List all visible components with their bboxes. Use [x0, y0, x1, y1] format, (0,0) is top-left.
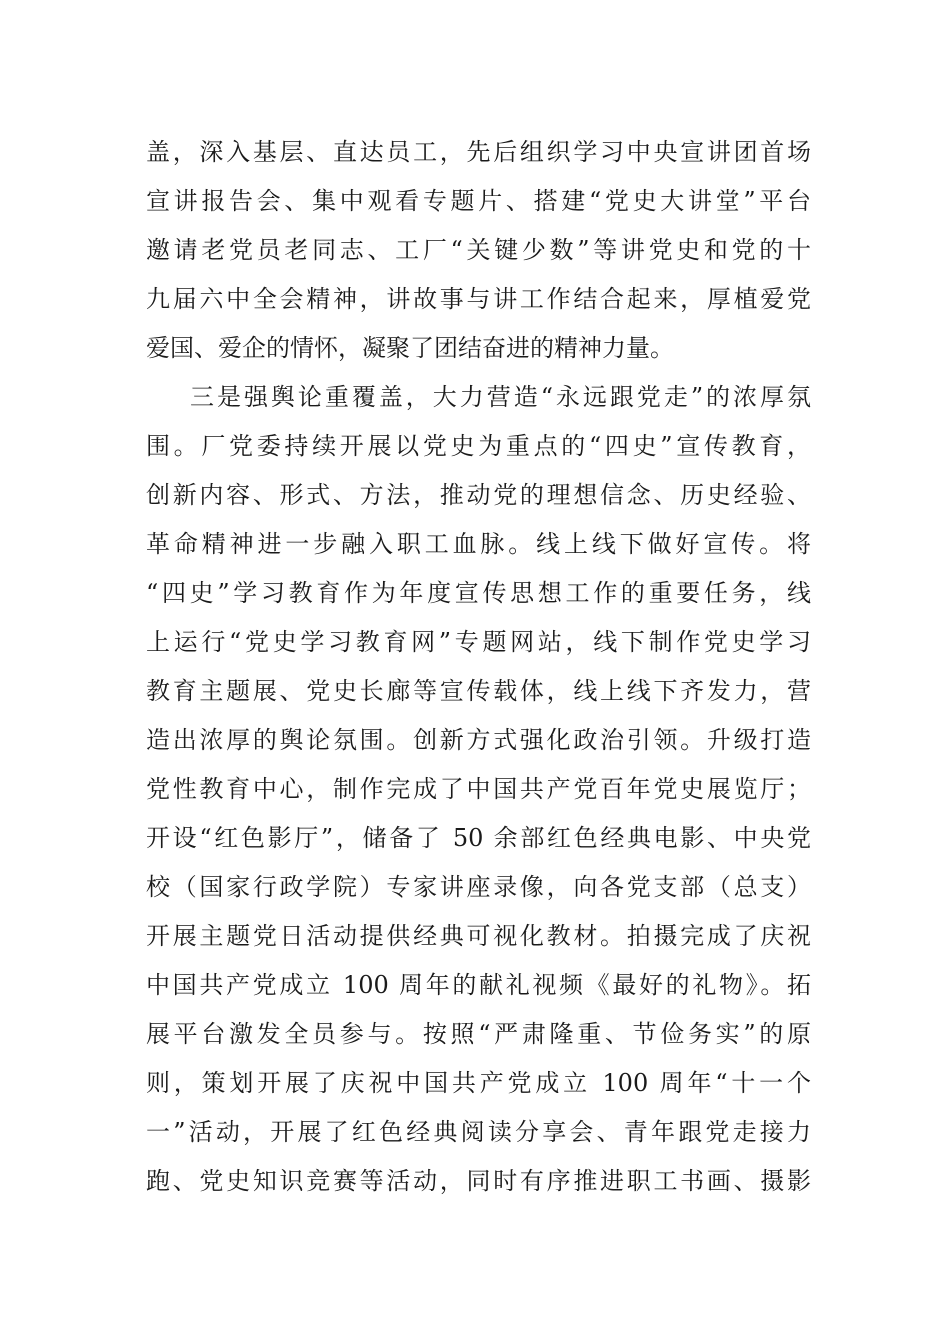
text-line: 盖，深入基层、直达员工，先后组织学习中央宣讲团首场 — [146, 138, 811, 166]
text-line: 革命精神进一步融入职工血脉。线上线下做好宣传。将 — [146, 530, 811, 558]
text-line: 党性教育中心，制作完成了中国共产党百年党史展览厅； — [146, 775, 811, 803]
text-line: 造出浓厚的舆论氛围。创新方式强化政治引领。升级打造 — [146, 726, 811, 754]
text-line: 中国共产党成立 100 周年的献礼视频《最好的礼物》。拓 — [146, 971, 811, 999]
text-line: 九届六中全会精神，讲故事与讲工作结合起来，厚植爱党 — [146, 285, 811, 313]
text-line: 创新内容、形式、方法，推动党的理想信念、历史经验、 — [146, 481, 811, 509]
text-line: 上运行“党史学习教育网”专题网站，线下制作党史学习 — [146, 628, 811, 656]
text-line: 宣讲报告会、集中观看专题片、搭建“党史大讲堂”平台 — [146, 187, 811, 215]
text-line: 三是强舆论重覆盖，大力营造“永远跟党走”的浓厚氛 — [190, 383, 811, 411]
text-line: 则，策划开展了庆祝中国共产党成立 100 周年“十一个 — [146, 1069, 811, 1097]
text-line: 一”活动，开展了红色经典阅读分享会、青年跟党走接力 — [146, 1118, 811, 1146]
text-line: 围。厂党委持续开展以党史为重点的“四史”宣传教育， — [146, 432, 811, 460]
text-line: 教育主题展、党史长廊等宣传载体，线上线下齐发力，营 — [146, 677, 811, 705]
text-line: 展平台激发全员参与。按照“严肃隆重、节俭务实”的原 — [146, 1020, 811, 1048]
text-line: 校（国家行政学院）专家讲座录像，向各党支部（总支） — [146, 873, 811, 901]
text-line: 开设“红色影厅”，储备了 50 余部红色经典电影、中央党 — [146, 824, 811, 852]
text-line: “四史”学习教育作为年度宣传思想工作的重要任务，线 — [146, 579, 811, 607]
text-line: 开展主题党日活动提供经典可视化教材。拍摄完成了庆祝 — [146, 922, 811, 950]
text-line: 邀请老党员老同志、工厂“关键少数”等讲党史和党的十 — [146, 236, 811, 264]
text-line: 爱国、爱企的情怀，凝聚了团结奋进的精神力量。 — [146, 334, 674, 362]
text-line: 跑、党史知识竞赛等活动，同时有序推进职工书画、摄影 — [146, 1167, 811, 1195]
